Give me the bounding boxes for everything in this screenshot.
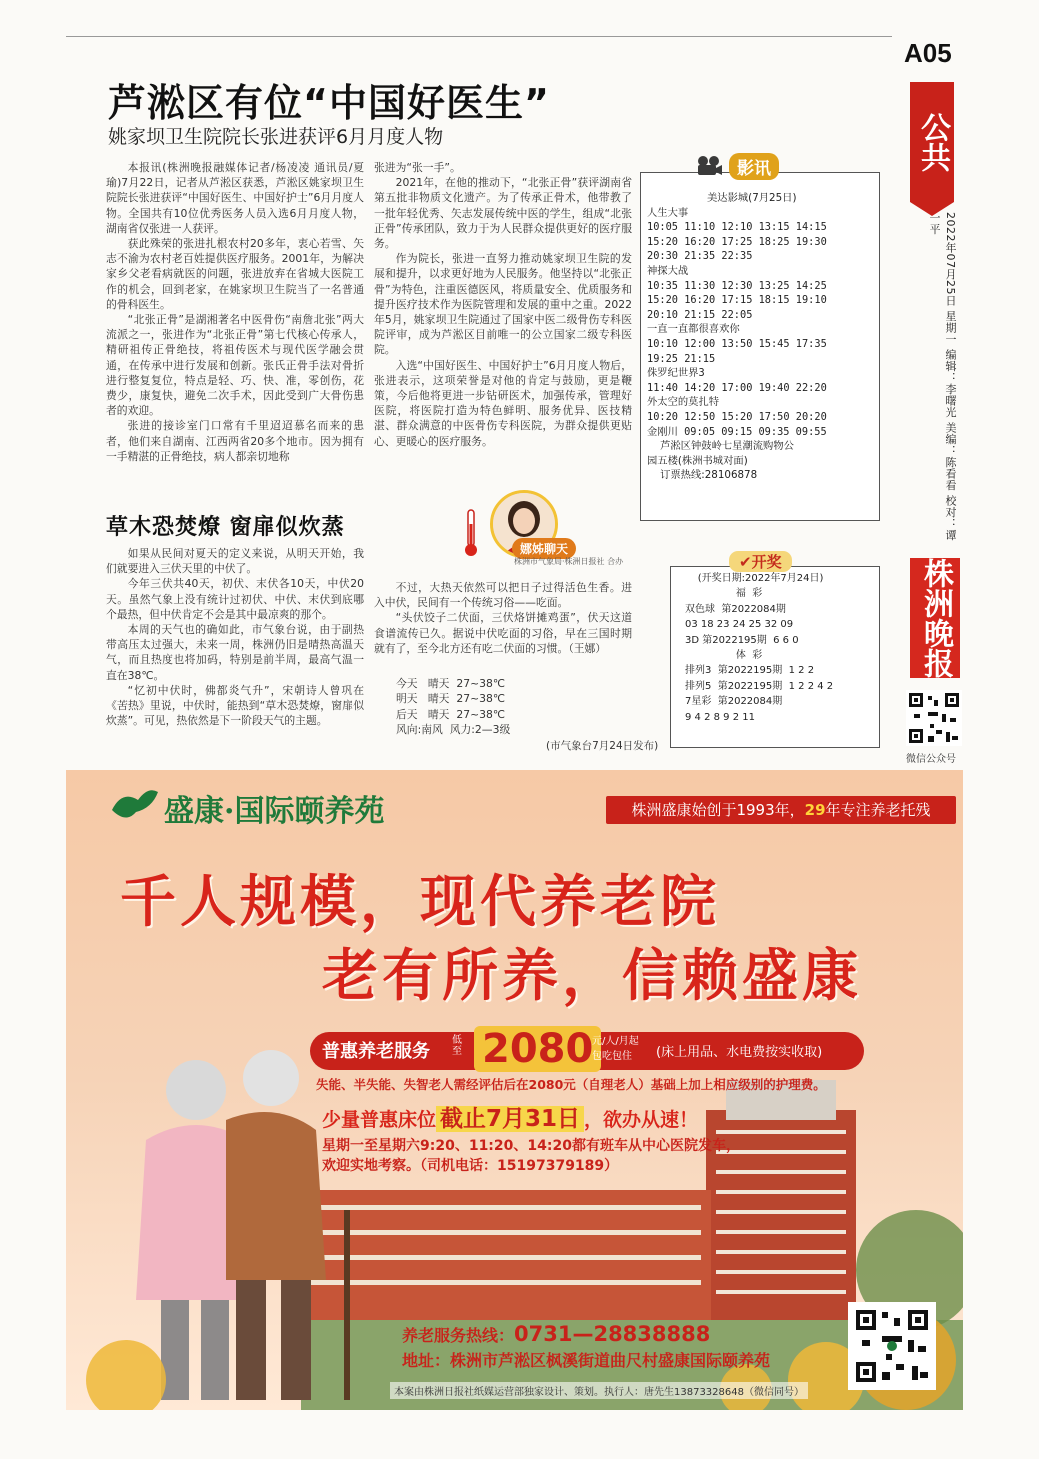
article-column-1 [106,160,364,464]
page-number: A05 [904,38,952,68]
shuttle-contact: 欢迎实地考察。（司机电话：15197379189） [322,1158,619,1174]
section-tag: 公共 [910,82,954,202]
lottery-line: 体 彩 [685,650,763,662]
ad-headline-1: 千人规模，现代养老院 [120,870,720,935]
lottery-list [685,571,833,725]
paragraph: 本报讯(株洲晚报融媒体记者/杨凌凌 通讯员/夏瑜)7月22日，记者从芦淞区获悉，芦淞区姚家坝卫生院院长张进获评“中国好医生、中国好护士”6月月度人物。全国共有10位优秀医务人员入选6月月度人物，湖南省仅张进一人获评。 [106,161,364,235]
paragraph: 今年三伏共40天，初伏、末伏各10天，中伏20天。虽然气象上没有统计过初伏、中伏、末伏到底哪个最热，但中伏肯定不会是其中最凉爽的那个。 [106,577,364,621]
shuttle-line: 星期一至星期六9:20、11:20、14:20都有班车从中心医院发车， [322,1138,740,1154]
lottery-line: 7星彩 第2022084期 [685,696,783,708]
cinema-name: 美达影城(7月25日) [707,192,797,204]
ad-brand-name: 盛康·国际颐养苑 [164,794,385,829]
qr-label: 微信公众号 [906,754,956,765]
film-camera-icon [695,155,723,177]
ad-headline-2: 老有所养，信赖盛康 [322,944,862,1009]
price-banner [310,1026,864,1072]
hotline-label: 养老服务热线： [402,1326,515,1345]
paragraph: 2021年，在他的推动下，“北张正骨”获评湖南省第五批非物质文化遗产。为了传承正骨术，他带教了一批年轻优秀、矢志发展传统中医的学生，组成“北张正骨”传承团队，致力于为人民群众提供更好的医疗服务。 [374,176,632,251]
article2-headline: 草木恐焚燎 窗扉似炊蒸 [106,515,345,540]
lottery-line: 双色球 第2022084期 [685,603,786,615]
wechat-qr-code[interactable] [906,690,962,746]
weather-source: (市气象台7月24日发布) [546,740,659,752]
showtime-line: 15:20 16:20 17:15 18:15 19:10 [647,294,827,307]
paragraph: 张进的接诊室门口常有千里迢迢慕名而来的患者，他们来自湖南、江西两省20多个地市。因为拥有一手精湛的正骨绝技，病人都亲切地称 [106,419,364,463]
lottery-line: 9 4 2 8 9 2 11 [685,711,755,723]
cinema-address: 芦淞区钟鼓岭七星潮流购物公 园五楼(株洲书城对面) 订票热线:28106878 [647,440,794,482]
showtime-line: 外太空的莫扎特 [647,396,720,409]
lottery-badge-label: 开奖 [751,553,782,571]
showtime-line: 10:10 12:00 13:50 15:45 17:35 [647,337,827,350]
movie-listings-box [640,159,880,521]
hotline-number[interactable]: 0731—28838888 [514,1322,711,1346]
paragraph: 入选“中国好医生、中国好护士”6月月度人物后，张进表示，这项荣誉是对他的肯定与鼓励，更是鞭策，今后他将更进一步钻研医术，加强传承，管理好医院，将医院打造为特色鲜明、服务优异、医技精湛、群众满意的中医骨伤专科医院，为群众提供更贴心、更暖心的医疗服务。 [374,358,632,448]
showtime-line: 15:20 16:20 17:25 18:25 19:30 [647,235,827,248]
ad-address: 地址：株洲市芦淞区枫溪街道曲尺村盛康国际颐养苑 [402,1351,771,1370]
ad-deadline [322,1100,698,1133]
deadline-post: ，欲办从速！ [584,1109,699,1131]
founded-years: 29 [804,801,826,819]
showtime-line: 20:10 21:15 22:05 [647,308,753,321]
showtime-line: 侏罗纪世界3 [647,367,705,380]
column-badge: 娜姊聊天 [512,538,576,559]
showtime-line: 一直一直都很喜欢你 [647,323,740,336]
issue-meta: 2022年07月25日 星期一 编辑：李曙光 美编：陈看看 校对：谭一平 [928,212,957,541]
paragraph: “头伏饺子二伏面，三伏烙饼摊鸡蛋”，伏天这道食谱流传已久。据说中伏吃面的习俗，早在三国时期就有了，至今北方还有吃二伏面的习惯。（王娜） [374,611,632,655]
article-column-2 [374,160,632,449]
column-badge-sub: 株洲市气象局·株洲日报社 合办 [514,557,624,566]
price-note: (床上用品、水电费按实收取) [656,1045,823,1060]
lottery-line: 3D 第2022195期 6 6 0 [685,634,799,646]
founded-text-end: 年专注养老托残 [825,801,931,819]
thermometer-icon [462,508,480,558]
price-value: 2080 [474,1026,601,1072]
price-unit: 元/人/月起 包吃包住 [592,1036,639,1062]
showtime-line: 神探大战 [647,264,689,277]
ad-shuttle-info [322,1136,740,1176]
showtime-line: 10:20 12:50 15:20 17:50 20:20 [647,410,827,423]
ad-hotline [402,1322,710,1346]
showtime-line: 19:25 21:15 [647,352,716,365]
ad-qr-code[interactable] [848,1302,936,1390]
weather-forecast: 今天 晴天 27~38℃ 明天 晴天 27~38℃ 后天 晴天 27~38℃ 风向:南风 风力:2—3级 [396,677,511,737]
deadline-pre: 少量普惠床位 [322,1109,437,1131]
showtime-line: 10:35 11:30 12:30 13:25 14:25 [647,279,827,292]
showtime-line: 人生大事 [647,206,689,219]
showtime-line: 20:30 21:35 22:35 [647,250,753,263]
paragraph: 本周的天气也的确如此，市气象台说，由于副热带高压太过强大，未来一周，株洲仍旧是晴热高温天气，而且热度也将加码，特别是前半周，最高气温一直在38℃。 [106,623,364,682]
article2-column-2 [374,580,632,656]
top-rule [66,36,892,37]
brand-logo-icon [108,782,160,826]
check-icon: ✔ [739,553,752,571]
paragraph: 张进为“张一手”。 [374,161,461,174]
article-headline: 芦淞区有位“中国好医生” [108,81,550,125]
lottery-line: 03 18 23 24 25 32 09 [685,619,794,631]
lottery-line: 排列5 第2022195期 1 2 2 4 2 [685,680,834,692]
paragraph: “北张正骨”是湖湘著名中医骨伤“南詹北张”两大流派之一，张进作为“北张正骨”第七代核心传承人，精研祖传正骨绝技，将祖传医术与现代医学融会贯通，在传承中进行发展和创新。张氏正骨手法对骨折进行整复复位，特点是轻、巧、快、准，零创伤，花费少，康复快，避免二次手术，因此受到广大骨伤患者的欢迎。 [106,313,364,418]
lottery-badge [729,551,792,572]
article-subheadline: 姚家坝卫生院院长张进获评6月月度人物 [108,126,444,148]
paragraph: 不过，大热天依然可以把日子过得活色生香。进入中伏，民间有一个传统习俗——吃面。 [374,581,632,610]
price-low-label: 低至 [452,1035,462,1057]
ad-founded-bar [606,796,956,824]
ad-care-note: 失能、半失能、失智老人需经评估后在2080元（自理老人）基础上加上相应级别的护理费。 [316,1077,826,1092]
showtime-line: 金刚川 09:05 09:15 09:35 09:55 [647,425,827,438]
lottery-line: 排列3 第2022195期 1 2 2 [685,665,815,677]
deadline-highlight: 截止7月31日 [436,1106,584,1132]
newspaper-brand: 株洲晚报 [910,558,960,678]
movie-badge: 影讯 [729,153,779,180]
ad-footer-note: 本案由株洲日报社纸媒运营部独家设计、策划。执行人：唐先生13873328648（微信同号） [390,1382,808,1399]
paragraph: “忆初中伏时，佛都炎气升”，宋朝诗人曾巩在《苦热》里说，中伏时，能热到“草木恐焚燎，窗扉似炊蒸”。可见，热依然是下一阶段天气的主题。 [106,683,364,728]
paragraph: 获此殊荣的张进扎根农村20多年，衷心若雪、矢志不渝为农村老百姓提供医疗服务。2001年，为解决家乡父老看病就医的问题，张进放弃在省城大医院工作的机会，回到老家，在姚家坝卫生院当了一名普通的骨科医生。 [106,237,364,311]
article2-column-1 [106,546,364,728]
lottery-line: 福 彩 [685,588,763,600]
showtime-line: 10:05 11:10 12:10 13:15 14:15 [647,221,827,234]
showtimes-list [647,206,827,440]
paragraph: 作为院长，张进一直努力推动姚家坝卫生院的发展和提升，以求更好地为人民服务。他坚持以“北张正骨”为特色，注重医德医风，将质量安全、优质服务和提升医疗技术作为医院管理和发展的重中之重。2022年5月，姚家坝卫生院通过了国家中医二级骨伤专科医院评审，成为芦淞区目前唯一的公立国家二级专科医院。 [374,252,632,357]
lottery-results-box [670,553,880,748]
showtime-line: 11:40 14:20 17:00 19:40 22:20 [647,381,827,394]
service-label: 普惠养老服务 [322,1041,430,1062]
founded-text: 株洲盛康始创于1993年， [631,801,805,819]
lottery-line: (开奖日期:2022年7月24日) [685,573,824,584]
paragraph: 如果从民间对夏天的定义来说，从明天开始，我们就要进入三伏天里的中伏了。 [106,547,364,576]
movie-schedule [647,191,827,483]
